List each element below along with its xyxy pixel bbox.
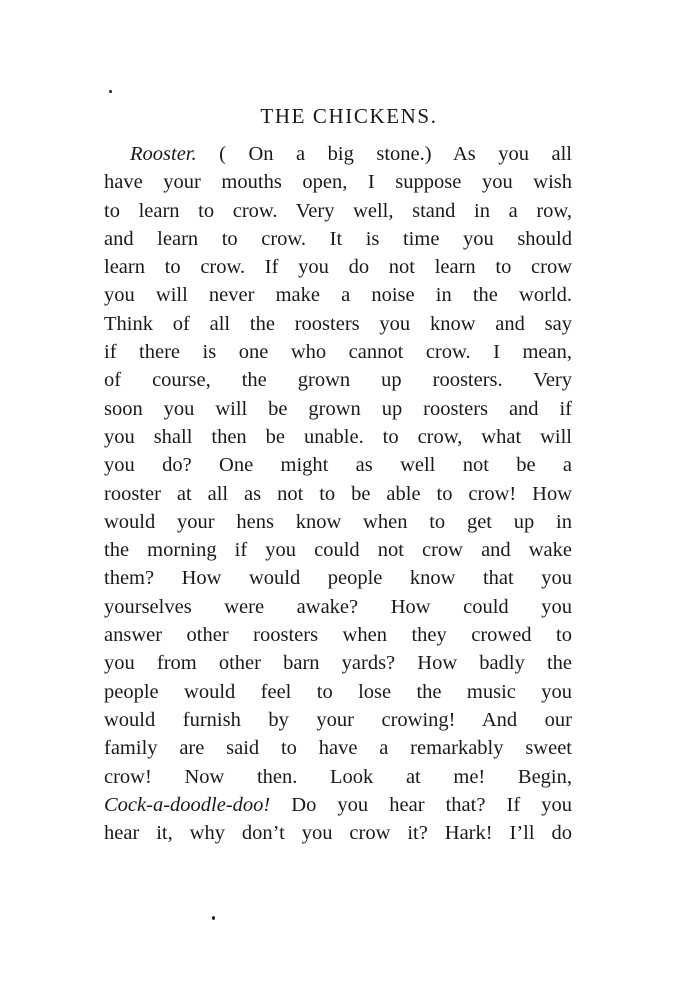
text-line: hear it, why don’t you crow it? Hark! I’ll do [104,822,572,845]
text-line: if there is one who cannot crow. I mean, [104,341,572,364]
text-line: family are said to have a remarkably sweet [104,737,572,760]
text-line: would furnish by your crowing! And our [104,708,572,731]
speaker-name: Rooster. [130,143,197,165]
text-line: them? How would people know that you [104,567,572,590]
text-line: you will never make a noise in the world. [104,284,572,307]
text-line: people would feel to lose the music you [104,680,572,703]
line-text: ( On a big stone.) As you all [196,143,572,165]
text-line: have your mouths open, I suppose you wish [104,171,572,194]
text-line: rooster at all as not to be able to crow! How [104,482,572,505]
text-line: you shall then be unable. to crow, what will [104,425,572,448]
text-line: to learn to crow. Very well, stand in a row, [104,199,572,222]
page-title: THE CHICKENS. [260,104,438,128]
crow-sound: Cock-a-doodle-doo! [104,793,271,816]
text-line: the morning if you could not crow and wake [104,539,572,562]
text-line: answer other roosters when they crowed to [104,624,572,647]
ink-speck [109,90,112,93]
text-line: of course, the grown up roosters. Very [104,369,572,392]
line-text: Do you hear that? If you [270,793,572,816]
text-line: you do? One might as well not be a [104,454,572,477]
text-line [104,140,572,168]
text-line: crow! Now then. Look at me! Begin, [104,765,572,788]
text-line: yourselves were awake? How could you [104,595,572,618]
text-line: soon you will be grown up roosters and if [104,397,572,420]
text-line: would your hens know when to get up in [104,510,572,533]
ink-speck [212,916,215,920]
text-line [104,791,572,819]
text-line: learn to crow. If you do not learn to crow [104,256,572,279]
body-text [104,140,572,847]
text-line: Think of all the roosters you know and say [104,312,572,335]
text-line: and learn to crow. It is time you should [104,227,572,250]
text-line: you from other barn yards? How badly the [104,652,572,675]
